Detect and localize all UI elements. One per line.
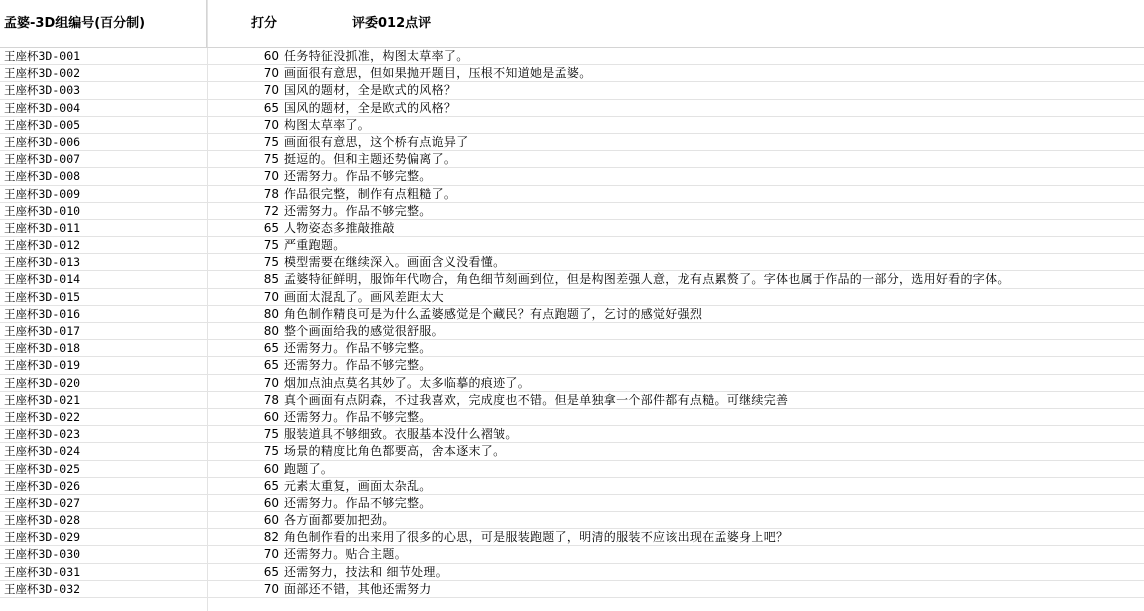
table-row[interactable] [0,117,1144,134]
cell-comment[interactable]: 任务特征没抓准，构图太草率了。 [284,49,469,63]
cell-id[interactable]: 王座杯3D-022 [4,409,81,424]
cell-comment[interactable]: 还需努力。作品不够完整。 [284,495,432,510]
table-row[interactable] [0,82,1144,99]
table-row[interactable] [0,323,1144,340]
table-row[interactable] [0,392,1144,409]
cell-score[interactable]: 60 [263,495,279,510]
cell-score[interactable]: 80 [263,306,279,321]
cell-comment[interactable]: 角色制作精良可是为什么孟婆感觉是个藏民？有点跑题了，乞讨的感觉好强烈 [284,306,703,321]
cell-score[interactable]: 78 [263,186,279,201]
cell-id[interactable]: 王座杯3D-024 [4,444,81,459]
cell-score[interactable]: 85 [263,272,279,287]
cell-id[interactable]: 王座杯3D-026 [4,478,81,493]
table-row[interactable] [0,186,1144,203]
cell-id[interactable]: 王座杯3D-025 [4,461,81,476]
cell-comment[interactable]: 人物姿态多推敲推敲 [284,220,395,235]
cell-id[interactable]: 王座杯3D-028 [4,513,81,528]
cell-id[interactable]: 王座杯3D-030 [4,547,81,562]
column-header-id[interactable]: 孟婆-3D组编号(百分制) [0,0,207,47]
table-row[interactable] [0,495,1144,512]
cell-id[interactable]: 王座杯3D-006 [4,134,81,149]
cell-score[interactable]: 60 [263,49,279,63]
cell-comment[interactable]: 作品很完整，制作有点粗糙了。 [284,186,457,201]
cell-score[interactable]: 70 [263,547,279,562]
table-row[interactable] [0,237,1144,254]
column-header-score[interactable]: 打分 [250,16,277,31]
table-row[interactable] [0,581,1144,598]
cell-comment[interactable]: 还需努力。作品不够完整。 [284,341,432,356]
cell-comment[interactable]: 画面很有意思，这个桥有点诡异了 [284,134,469,149]
table-row[interactable] [0,375,1144,392]
cell-id[interactable]: 王座杯3D-008 [4,169,81,184]
header-row [0,0,1144,48]
cell-id[interactable]: 王座杯3D-011 [4,220,81,235]
cell-comment[interactable]: 还需努力，技法和 细节处理。 [284,564,449,579]
cell-score[interactable]: 70 [263,375,279,390]
cell-id[interactable]: 王座杯3D-027 [4,495,81,510]
cell-comment[interactable]: 跑题了。 [284,461,334,476]
cell-score[interactable]: 70 [263,117,279,132]
cell-comment[interactable]: 模型需要在继续深入。画面含义没看懂。 [284,255,506,270]
cell-comment[interactable]: 国风的题材，全是欧式的风格？ [284,83,457,98]
table-row[interactable] [0,271,1144,288]
cell-comment[interactable]: 孟婆特征鲜明，服饰年代吻合，角色细节刻画到位，但是构图差强人意，龙有点累赘了。字体也属于作品的一部分，选用好看的字体。 [284,272,1010,287]
table-row[interactable] [0,168,1144,185]
cell-score[interactable]: 75 [263,238,279,253]
cell-comment[interactable]: 还需努力。作品不够完整。 [284,358,432,373]
cell-score[interactable]: 82 [263,530,279,545]
cell-comment[interactable]: 国风的题材，全是欧式的风格？ [284,100,457,115]
table-row[interactable] [0,289,1144,306]
cell-comment[interactable]: 烟加点油点莫名其妙了。太多临摹的痕迹了。 [284,375,531,390]
column-header-comment[interactable]: 评委012点评 [352,16,432,31]
table-body [0,48,1144,598]
cell-comment[interactable]: 还需努力。作品不够完整。 [284,409,432,424]
cell-id[interactable]: 王座杯3D-029 [4,530,81,545]
cell-id[interactable]: 王座杯3D-018 [4,341,81,356]
cell-comment[interactable]: 各方面都要加把劲。 [284,513,395,528]
table-row[interactable] [0,426,1144,443]
table-row[interactable] [0,254,1144,271]
cell-score[interactable]: 75 [263,134,279,149]
cell-score[interactable]: 75 [263,444,279,459]
table-row[interactable] [0,461,1144,478]
cell-id[interactable]: 王座杯3D-014 [4,272,81,287]
cell-score[interactable]: 70 [263,83,279,98]
table-row[interactable] [0,409,1144,426]
cell-comment[interactable]: 画面很有意思，但如果抛开题目，压根不知道她是孟婆。 [284,66,592,81]
table-row[interactable] [0,340,1144,357]
cell-score[interactable]: 70 [263,169,279,184]
cell-id[interactable]: 王座杯3D-031 [4,564,81,579]
cell-id[interactable]: 王座杯3D-013 [4,255,81,270]
cell-comment[interactable]: 真个画面有点阴森，不过我喜欢，完成度也不错。但是单独拿一个部件都有点糙。可继续完善 [284,392,789,407]
table-row[interactable] [0,443,1144,460]
cell-comment[interactable]: 挺逗的。但和主题还势偏离了。 [284,152,457,167]
cell-score[interactable]: 70 [263,289,279,304]
cell-comment[interactable]: 元素太重复，画面太杂乱。 [284,478,432,493]
cell-score[interactable]: 80 [263,324,279,338]
table-row[interactable] [0,100,1144,117]
table-row[interactable] [0,564,1144,581]
cell-comment[interactable]: 场景的精度比角色都要高，舍本逐末了。 [284,444,506,459]
table-row[interactable] [0,512,1144,529]
cell-id[interactable]: 王座杯3D-017 [4,324,81,338]
cell-id[interactable]: 王座杯3D-002 [4,66,81,81]
cell-id[interactable]: 王座杯3D-021 [4,392,81,407]
cell-id[interactable]: 王座杯3D-015 [4,289,81,304]
cell-score[interactable]: 60 [263,409,279,424]
cell-id[interactable]: 王座杯3D-019 [4,358,81,373]
table-row[interactable] [0,357,1144,374]
cell-id[interactable]: 王座杯3D-004 [4,100,81,115]
cell-id[interactable]: 王座杯3D-009 [4,186,81,201]
cell-score[interactable]: 65 [263,358,279,373]
cell-score[interactable]: 65 [263,220,279,235]
cell-comment[interactable]: 画面太混乱了。画风差距太大 [284,289,444,304]
cell-score[interactable]: 60 [263,461,279,476]
table-row[interactable] [0,220,1144,237]
cell-id[interactable]: 王座杯3D-005 [4,117,81,132]
cell-id[interactable]: 王座杯3D-007 [4,152,81,167]
cell-comment[interactable]: 构图太草率了。 [284,117,371,132]
table-row[interactable] [0,151,1144,168]
cell-score[interactable]: 60 [263,513,279,528]
table-row[interactable] [0,48,1144,65]
table-row[interactable] [0,203,1144,220]
cell-score[interactable]: 70 [263,66,279,81]
cell-id[interactable]: 王座杯3D-023 [4,427,81,442]
cell-id[interactable]: 王座杯3D-001 [4,49,81,63]
table-row[interactable] [0,134,1144,151]
cell-score[interactable]: 65 [263,341,279,356]
table-row[interactable] [0,478,1144,495]
table-row[interactable] [0,65,1144,82]
table-row[interactable] [0,546,1144,563]
cell-score[interactable]: 65 [263,100,279,115]
cell-id[interactable]: 王座杯3D-020 [4,375,81,390]
cell-score[interactable]: 65 [263,478,279,493]
cell-comment[interactable]: 服装道具不够细致。衣服基本没什么褶皱。 [284,427,518,442]
cell-id[interactable]: 王座杯3D-012 [4,238,81,253]
cell-comment[interactable]: 还需努力。作品不够完整。 [284,203,432,218]
cell-score[interactable]: 70 [263,581,279,596]
cell-score[interactable]: 65 [263,564,279,579]
cell-id[interactable]: 王座杯3D-010 [4,203,81,218]
cell-comment[interactable]: 整个画面给我的感觉很舒服。 [284,324,444,338]
cell-score[interactable]: 78 [263,392,279,407]
cell-id[interactable]: 王座杯3D-032 [4,581,81,596]
cell-id[interactable]: 王座杯3D-003 [4,83,81,98]
cell-score[interactable]: 75 [263,152,279,167]
cell-score[interactable]: 75 [263,255,279,270]
cell-score[interactable]: 75 [263,427,279,442]
cell-comment[interactable]: 严重跑题。 [284,238,346,253]
cell-comment[interactable]: 还需努力。贴合主题。 [284,547,408,562]
cell-comment[interactable]: 还需努力。作品不够完整。 [284,169,432,184]
cell-score[interactable]: 72 [263,203,279,218]
cell-comment[interactable]: 角色制作看的出来用了很多的心思，可是服装跑题了，明清的服装不应该出现在孟婆身上吧？ [284,530,789,545]
table-row[interactable] [0,529,1144,546]
table-row[interactable] [0,306,1144,323]
cell-comment[interactable]: 面部还不错，其他还需努力 [284,581,432,596]
cell-id[interactable]: 王座杯3D-016 [4,306,81,321]
